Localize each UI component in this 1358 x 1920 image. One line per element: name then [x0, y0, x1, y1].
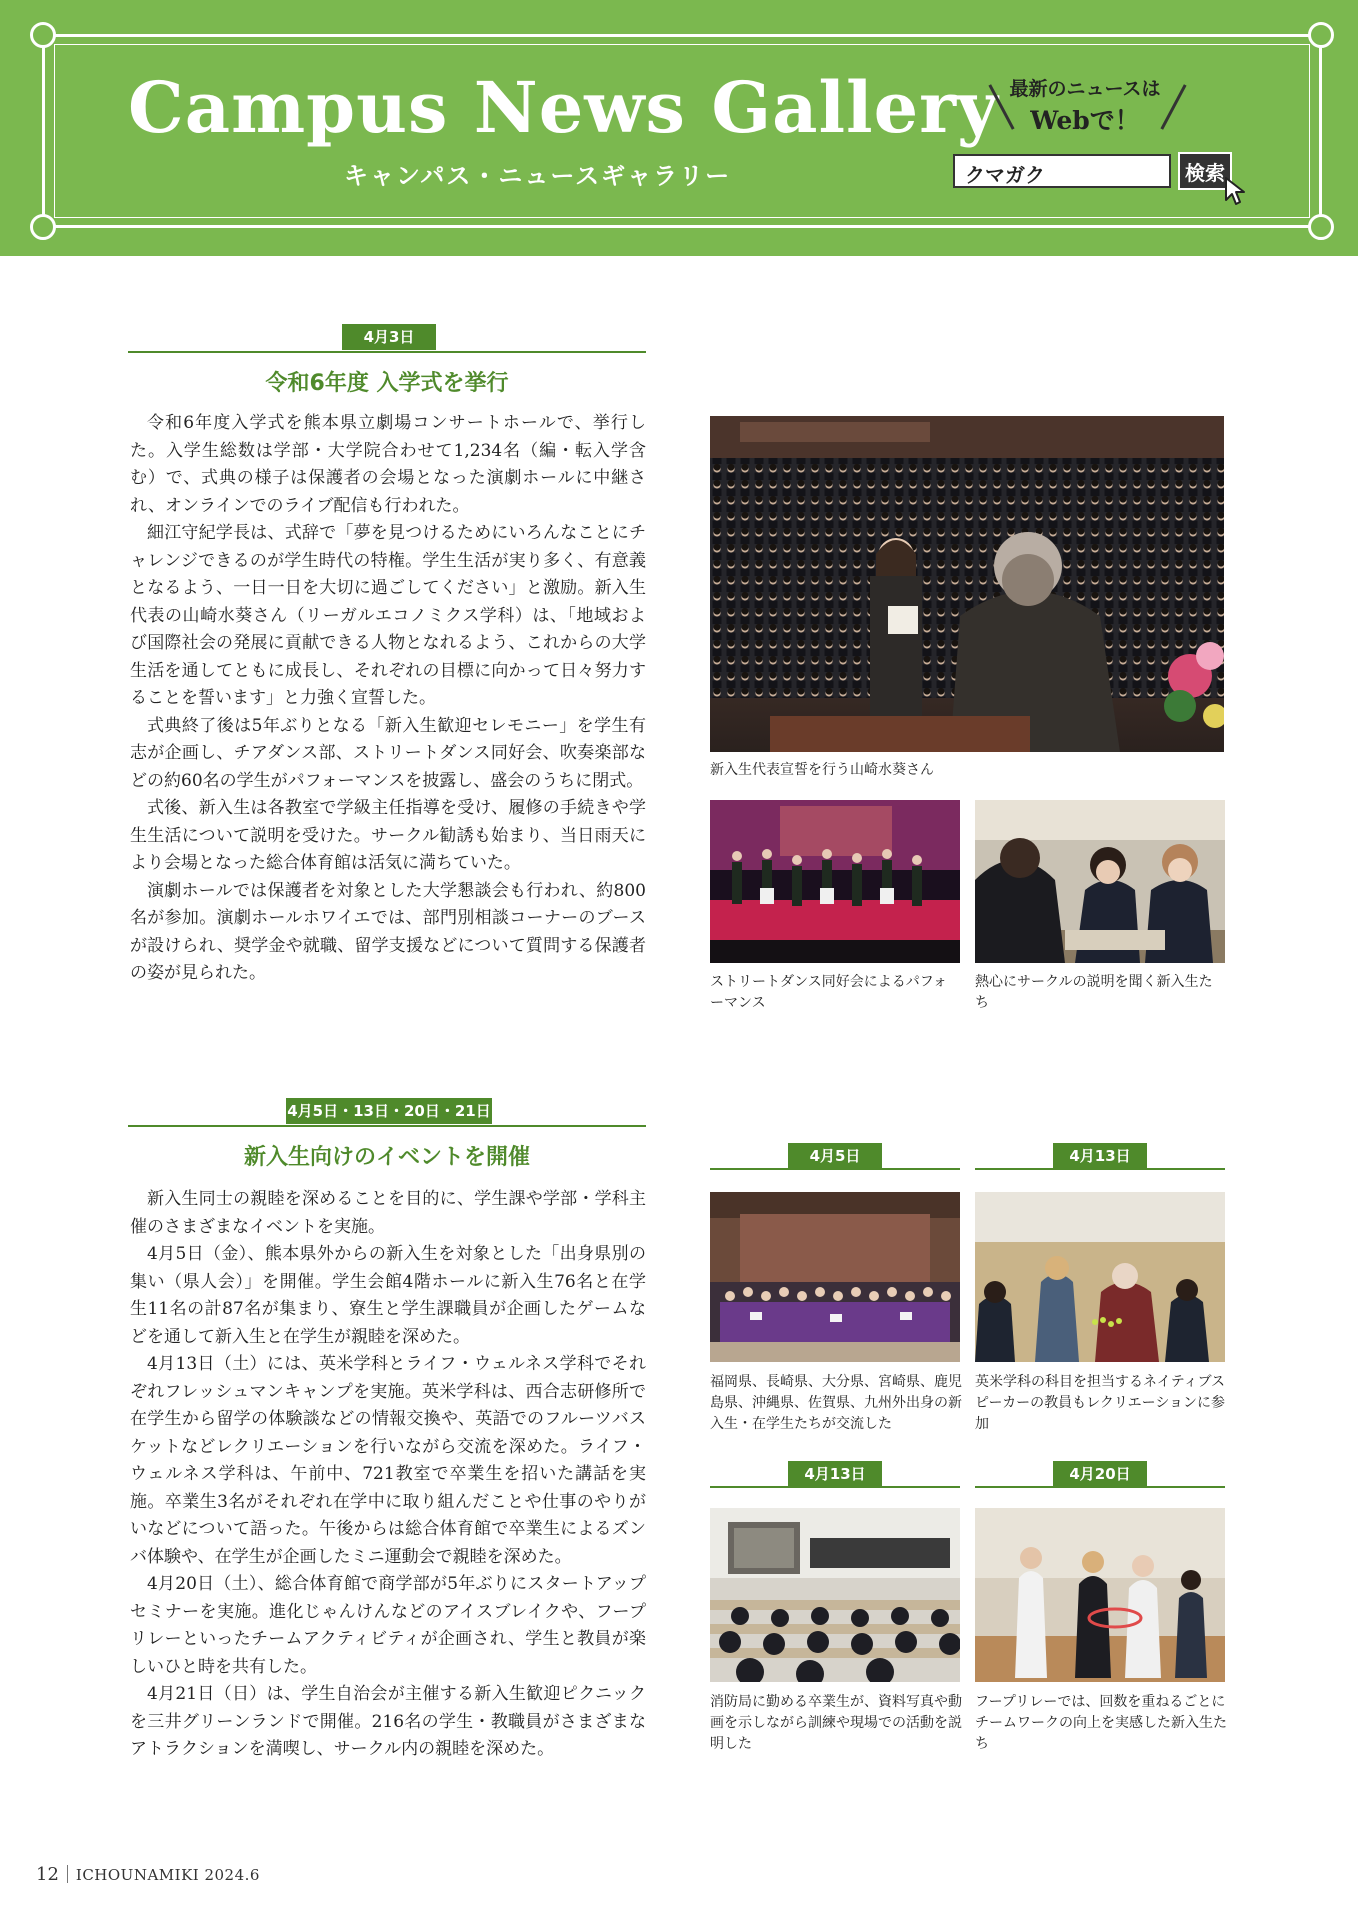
- section1-paragraph: 細江守紀学長は、式辞で「夢を見つけるためにいろんなことにチャレンジできるのが学生時代の特権。学生生活が実り多く、有意義となるよう、一日一日を大切に過ごしてください」と激励。新入生代表の山崎水葵さん（リーガルエコノミクス学科）は、「地域および国際社会の発展に貢献できる人物となれるよう、これからの大学生活を通してともに成長し、それぞれの目標に向かって日々努力することを誓います」と力強く宣誓した。: [130, 523, 646, 708]
- photo-date-tag: 4月5日: [788, 1143, 882, 1169]
- section2-paragraph: 新入生同士の親睦を深めることを目的に、学生課や学部・学科主催のさまざまなイベントを実施。: [130, 1189, 646, 1237]
- section1-paragraph: 令和6年度入学式を熊本県立劇場コンサートホールで、挙行した。入学生総数は学部・大学院合わせて1,234名（編・転入学含む）で、式典の様子は保護者の会場となった演劇ホールに中継され、オンラインでのライブ配信も行われた。: [130, 413, 646, 516]
- frame-corner-ornament: [1308, 214, 1334, 240]
- section1-date-tag: 4月3日: [342, 324, 436, 350]
- caption-kenjinkai: 福岡県、長崎県、大分県、宮崎県、鹿児島県、沖縄県、佐賀県、九州外出身の新入生・在学生たちが交流した: [710, 1374, 962, 1432]
- section1-paragraph: 演劇ホールでは保護者を対象とした大学懇談会も行われ、約800名が参加。演劇ホールホワイエでは、部門別相談コーナーのブースが設けられ、奨学金や就職、留学支援などについて質問する保護者の姿が見られた。: [130, 880, 646, 983]
- section2-title: 新入生向けのイベントを開催: [243, 1145, 530, 1170]
- caption-lecture: 消防局に勤める卒業生が、資料写真や動画を示しながら訓練や現場での活動を説明した: [710, 1694, 962, 1752]
- search-button[interactable]: 検索: [1178, 152, 1232, 190]
- section2-body: [130, 1186, 646, 1764]
- page-number: 12: [36, 1864, 59, 1885]
- lecture-photo: [710, 1508, 960, 1682]
- search-input[interactable]: クマガク: [953, 154, 1171, 188]
- frame-corner-ornament: [30, 214, 56, 240]
- photo-date-tag: 4月13日: [788, 1461, 882, 1487]
- section2-paragraph: 4月13日（土）には、英米学科とライフ・ウェルネス学科でそれぞれフレッシュマンキャンプを実施。英米学科は、西合志研修所で在学生から留学の体験談などの情報交換や、英語でのフルーツバスケットなどレクリエーションを行いながら交流を深めた。ライフ・ウェルネス学科は、午前中、721教室で卒業生を招いた講話を実施。卒業生3名がそれぞれ在学中に取り組んだことや仕事のやりがいなどについて語った。午後からは総合体育館で卒業生によるズンバ体験や、在学生が企画したミニ運動会で親睦を深めた。: [130, 1354, 646, 1567]
- section1-paragraph: 式典終了後は5年ぶりとなる「新入生歓迎セレモニー」を学生有志が企画し、チアダンス部、ストリートダンス同好会、吹奏楽部などの約60名の学生がパフォーマンスを披露し、盛会のうちに閉式。: [130, 715, 646, 791]
- magazine-name: ICHOUNAMIKI 2024.6: [75, 1866, 260, 1884]
- section2-paragraph: 4月20日（土）、総合体育館で商学部が5年ぶりにスタートアップセミナーを実施。進化じゃんけんなどのアイスブレイクや、フープリレーといったチームアクティビティが企画され、学生と教員が楽しいひと時を共有した。: [130, 1574, 646, 1677]
- section1-paragraph: 式後、新入生は各教室で学級主任指導を受け、履修の手続きや学生生活について説明を受けた。サークル勧誘も始まり、当日雨天により会場となった総合体育館は活気に満ちていた。: [130, 798, 646, 873]
- section2-paragraph: 4月5日（金）、熊本県外からの新入生を対象とした「出身県別の集い（県人会）」を開催。学生会館4階ホールに新入生76名と在学生11名の計87名が集まり、寮生と学生課職員が企画したゲームなどを通して新入生と在学生が親睦を深めた。: [130, 1244, 646, 1347]
- web-note: [990, 74, 1180, 137]
- caption-recreation: 英米学科の科目を担当するネイティブスピーカーの教員もレクリエーションに参加: [975, 1374, 1226, 1432]
- photo-date-tag: 4月13日: [1053, 1143, 1147, 1169]
- frame-corner-ornament: [1308, 22, 1334, 48]
- page-title: Campus News Gallery: [128, 66, 999, 149]
- page-subtitle: キャンパス・ニュースギャラリー: [344, 162, 732, 190]
- circle-booth-photo: [975, 800, 1225, 963]
- recreation-photo: [975, 1192, 1225, 1362]
- section1-title: 令和6年度 入学式を挙行: [265, 371, 509, 396]
- section1-rule: [128, 351, 646, 353]
- dance-photo: [710, 800, 960, 963]
- web-note-line2: Webで！: [1030, 106, 1140, 135]
- photo-date-tag: 4月20日: [1053, 1461, 1147, 1487]
- header-banner: [0, 0, 1358, 256]
- ceremony-photo: [710, 416, 1224, 752]
- kenjinkai-photo: [710, 1192, 960, 1362]
- section2-rule: [128, 1125, 646, 1127]
- cursor-pointer-icon: [1224, 176, 1250, 206]
- section2-paragraph: 4月21日（日）は、学生自治会が主催する新入生歓迎ピクニックを三井グリーンランドで開催。216名の学生・教職員がさまざまなアトラクションを満喫し、サークル内の親睦を深めた。: [130, 1684, 646, 1759]
- caption-circle-booth: 熱心にサークルの説明を聞く新入生たち: [975, 974, 1213, 1011]
- caption-dance: ストリートダンス同好会によるパフォーマンス: [710, 974, 948, 1011]
- page-footer: [36, 1864, 260, 1885]
- caption-ceremony: 新入生代表宣誓を行う山崎水葵さん: [710, 762, 934, 778]
- section1-body: [130, 410, 646, 988]
- web-note-line1: 最新のニュースは: [1009, 78, 1161, 100]
- hoop-relay-photo: [975, 1508, 1225, 1682]
- caption-hoop-relay: フープリレーでは、回数を重ねるごとにチームワークの向上を実感した新入生たち: [975, 1694, 1227, 1752]
- frame-corner-ornament: [30, 22, 56, 48]
- section2-date-tag: 4月5日・13日・20日・21日: [286, 1098, 492, 1124]
- footer-divider: [67, 1865, 68, 1883]
